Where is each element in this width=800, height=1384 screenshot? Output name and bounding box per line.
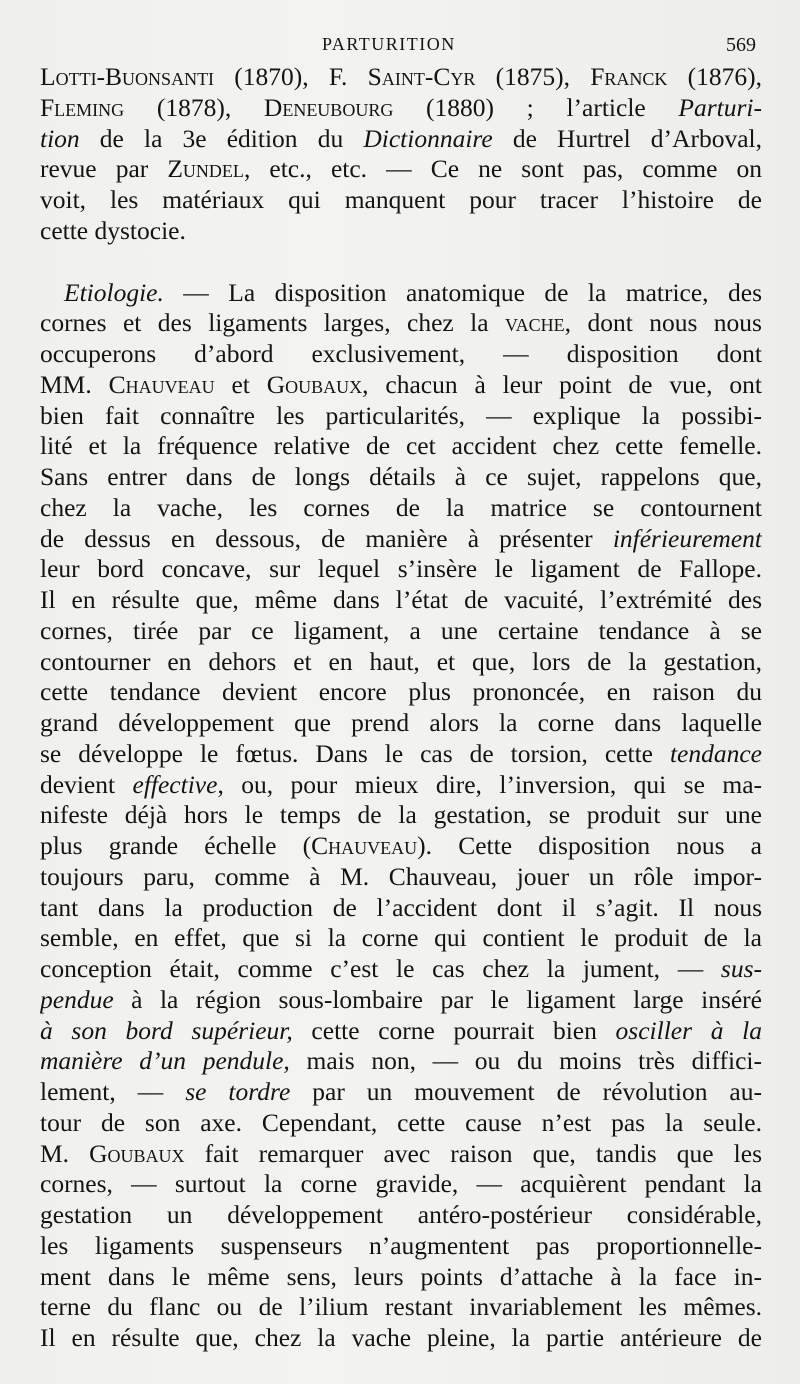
text-line (40, 647, 762, 678)
text-line (40, 1108, 762, 1139)
body-text (40, 62, 762, 1354)
text-line (40, 831, 762, 862)
text-run: — La disposition anatomique de la matrice, des (163, 277, 762, 307)
author-name: Chauveau (108, 369, 215, 399)
text-line (40, 216, 762, 247)
italic-text: osciller à la (615, 1015, 762, 1045)
text-run: toujours paru, comme à M. Chauveau, jouer un rôle impor- (40, 861, 762, 891)
author-name: Franck (590, 62, 668, 91)
text-line (40, 1016, 762, 1047)
text-line (40, 93, 762, 124)
text-run: cette corne pourrait bien (292, 1015, 616, 1045)
text-run: cette dystocie. (40, 215, 186, 245)
text-run: leur bord concave, sur lequel s’insère le ligament de Fallope. (40, 554, 762, 584)
text-run: devient (40, 769, 133, 799)
text-run: M. (40, 1138, 90, 1168)
author-name: Goubaux (89, 1138, 185, 1168)
text-run: ment dans le même sens, leurs points d’attache à la face in- (40, 1261, 762, 1291)
page-number: 569 (726, 34, 756, 56)
text-run: voit, les matériaux qui manquent pour tracer l’histoire de (40, 185, 762, 214)
text-run: , ou, pour mieux dire, l’inversion, qui se ma- (217, 769, 762, 799)
text-run: mais non, — ou du moins très diffici- (289, 1046, 762, 1076)
text-line (40, 985, 762, 1016)
text-run: bien fait connaître les particularités, — explique la possibi- (40, 400, 762, 430)
text-line (40, 893, 762, 924)
text-run: (1870), F. (214, 62, 368, 91)
text-run: nifeste déjà hors le temps de la gestation, se produit sur une (40, 800, 762, 830)
text-run: terne du flanc ou de l’ilium restant invariablement les mêmes. (40, 1292, 762, 1322)
text-run: (1875), (475, 62, 591, 91)
text-line (40, 124, 762, 155)
text-run: de la 3e édition du (79, 123, 364, 153)
text-run: et (214, 369, 267, 399)
italic-text: Parturi- (678, 92, 762, 122)
italic-text: pendue (40, 984, 114, 1014)
text-run: cornes, tirée par ce ligament, a une certaine tendance à se (40, 615, 762, 645)
text-line (40, 1139, 762, 1170)
text-line (40, 62, 762, 93)
text-run: revue par (40, 154, 168, 184)
text-line (40, 1231, 762, 1262)
text-run: Sans entrer dans de longs détails à ce sujet, rappelons que, (40, 462, 762, 491)
text-run: Il en résulte que, chez la vache pleine, la partie antérieure de (40, 1323, 762, 1352)
text-line (40, 923, 762, 954)
italic-text: Dictionnaire (363, 123, 493, 153)
text-run: tour de son axe. Cependant, cette cause n’est pas la seule. (40, 1107, 762, 1137)
text-line (40, 616, 762, 647)
text-line (40, 185, 762, 216)
italic-text: tendance (669, 738, 762, 768)
text-line (40, 1323, 762, 1354)
italic-text: inférieurement (612, 523, 762, 553)
author-name: Saint-Cyr (367, 62, 476, 91)
italic-text: à son bord supérieur, (40, 1015, 293, 1045)
author-name: Goubaux (266, 369, 363, 399)
text-run: tant dans la production de l’accident dont il s’agit. Il nous (40, 892, 762, 922)
author-name: Zundel (167, 154, 244, 184)
text-run: cette tendance devient encore plus prononcée, en raison du (40, 677, 762, 707)
text-run: , dont nous nous (564, 308, 762, 338)
text-line (40, 1046, 762, 1077)
author-name: Fleming (40, 92, 125, 122)
text-run: Il en résulte que, même dans l’état de vacuité, l’extrémité des (40, 585, 762, 614)
text-line (40, 708, 762, 739)
text-line (40, 1077, 762, 1108)
text-run: , etc., etc. — Ce ne sont pas, comme on (243, 154, 762, 184)
text-run: (1876), (667, 62, 762, 91)
author-name: Lotti-Buonsanti (40, 62, 215, 91)
text-run: se développe le fœtus. Dans le cas de torsion, cette (40, 738, 670, 768)
text-line (40, 954, 762, 985)
text-run: (1880) ; l’article (393, 92, 679, 122)
italic-text: manière d’un pendule, (40, 1046, 290, 1076)
text-run: (1878), (124, 92, 264, 122)
text-run: , chacun à leur point de vue, ont (362, 369, 762, 399)
text-line (40, 401, 762, 432)
author-name: Chauveau (311, 831, 418, 860)
text-line (40, 1262, 762, 1293)
text-line (40, 739, 762, 770)
running-head (0, 34, 800, 58)
text-line (40, 770, 762, 801)
text-line (40, 585, 762, 616)
text-line (40, 800, 762, 831)
text-run: contourner en dehors et en haut, et que, lors de la gestation, (40, 646, 762, 676)
italic-text: effective (132, 769, 218, 799)
paragraph-gap (40, 247, 762, 278)
text-run: cornes et des ligaments larges, chez la (40, 308, 505, 338)
text-run: les ligaments suspenseurs n’augmentent pas proportionnelle- (40, 1230, 762, 1260)
text-line (40, 154, 762, 185)
text-run: MM. (40, 369, 109, 399)
text-run: gestation un développement antéro-postérieur considérable, (40, 1200, 762, 1229)
text-line (40, 677, 762, 708)
text-run: conception était, comme c’est le cas chez la jument, — (40, 954, 721, 983)
text-run: lement, — (40, 1077, 186, 1106)
text-run: à la région sous-lombaire par le ligament large inséré (113, 984, 762, 1014)
text-run: chez la vache, les cornes de la matrice se contournent (40, 492, 762, 522)
text-line (40, 554, 762, 585)
text-line (40, 524, 762, 555)
text-run: occuperons d’abord exclusivement, — disposition dont (40, 339, 762, 368)
italic-text: se tordre (185, 1077, 291, 1106)
text-run: plus grande échelle ( (40, 831, 312, 860)
text-run: de Hurtrel d’Arboval, (492, 123, 762, 153)
text-run: fait remarquer avec raison que, tandis que les (184, 1138, 762, 1168)
text-line (40, 862, 762, 893)
text-run: ). Cette disposition nous a (417, 831, 762, 860)
text-line (40, 1292, 762, 1323)
text-line (40, 462, 762, 493)
italic-text: Etiologie. (64, 277, 164, 307)
text-run: par un mouvement de révolution au- (290, 1077, 762, 1106)
text-line (40, 1169, 762, 1200)
text-line (40, 308, 762, 339)
author-name: Deneubourg (263, 92, 394, 122)
text-line (40, 370, 762, 401)
text-line (40, 493, 762, 524)
italic-text: tion (40, 123, 80, 153)
running-title: PARTURITION (322, 34, 456, 54)
text-run: lité et la fréquence relative de cet accident chez cette femelle. (40, 431, 762, 461)
text-line (40, 431, 762, 462)
text-line (40, 278, 762, 309)
author-name: vache (504, 308, 565, 338)
italic-text: sus- (720, 954, 762, 983)
text-run: cornes, — surtout la corne gravide, — acquièrent pendant la (40, 1169, 762, 1199)
text-line (40, 1200, 762, 1231)
paragraph (40, 62, 762, 247)
paragraph (40, 278, 762, 1354)
text-run: semble, en effet, que si la corne qui contient le produit de la (40, 923, 762, 953)
text-run: de dessus en dessous, de manière à présenter (40, 523, 613, 553)
text-run: grand développement que prend alors la corne dans laquelle (40, 708, 762, 737)
text-line (40, 339, 762, 370)
